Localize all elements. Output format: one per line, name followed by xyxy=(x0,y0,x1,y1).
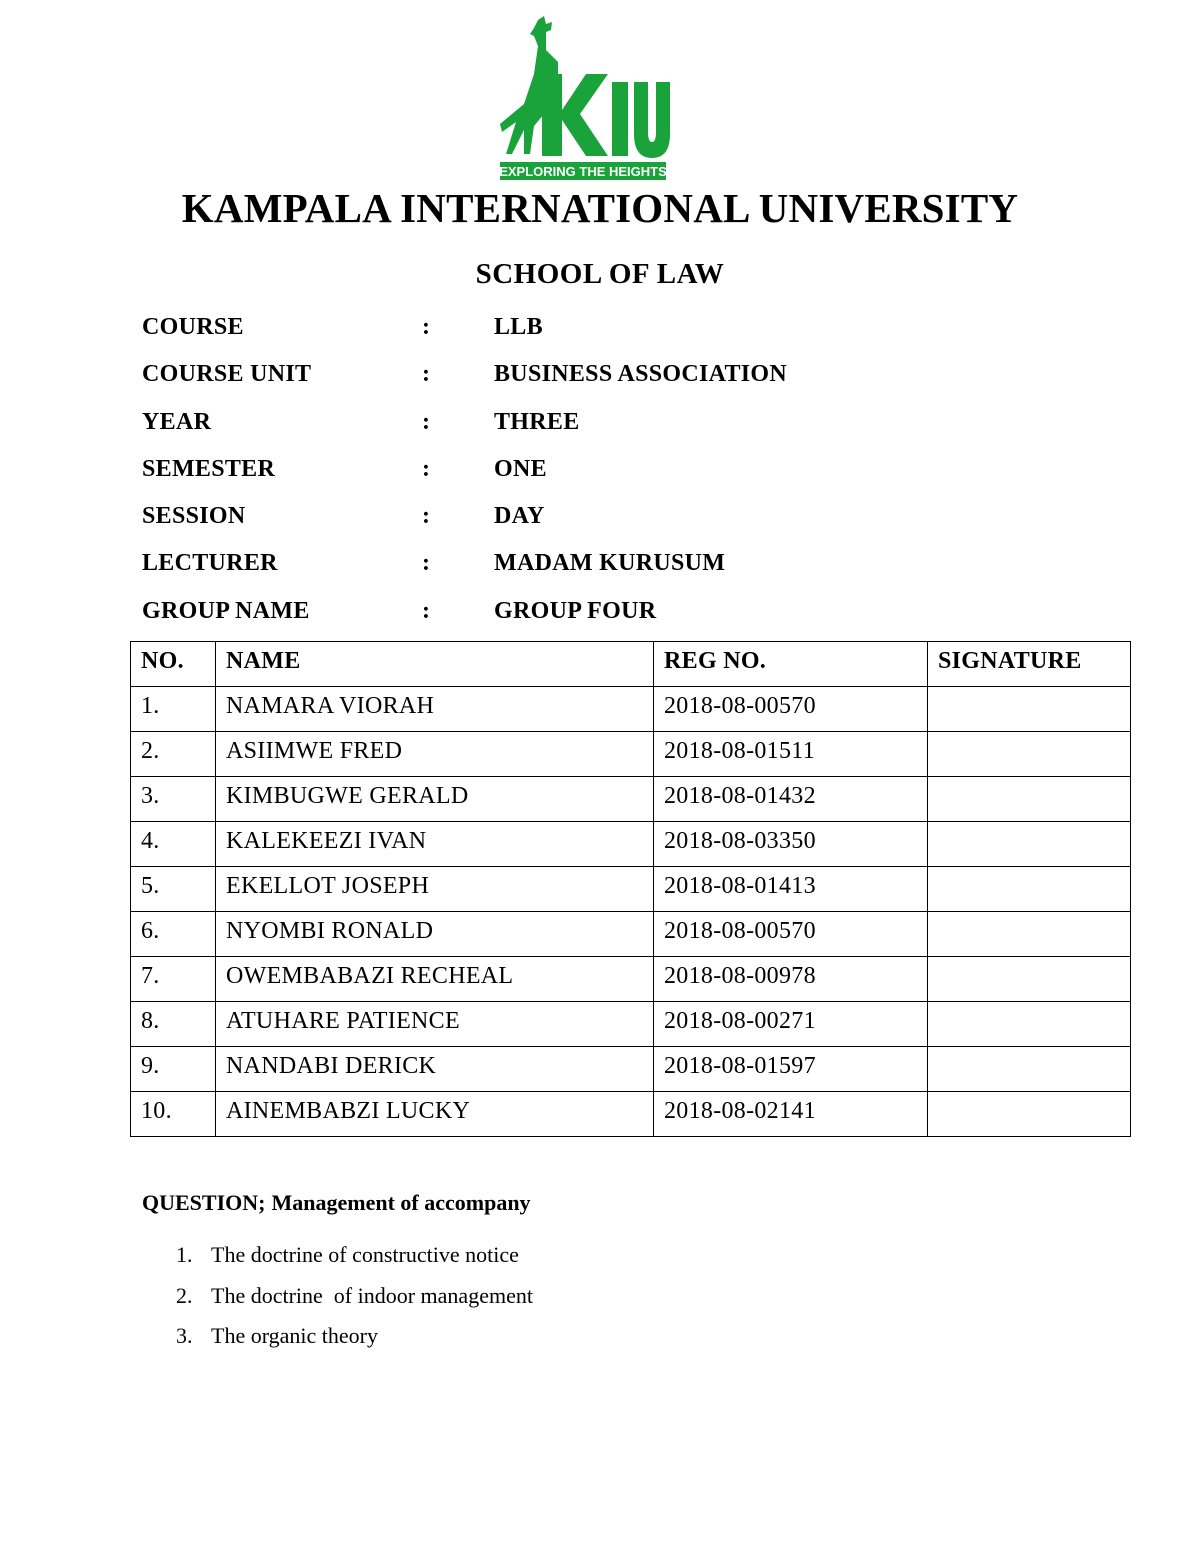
info-colon: : xyxy=(422,503,431,530)
cell-name: NAMARA VIORAH xyxy=(216,687,654,732)
cell-name: EKELLOT JOSEPH xyxy=(216,867,654,912)
table-row xyxy=(131,867,1131,912)
question-list xyxy=(176,1240,533,1362)
cell-name: ATUHARE PATIENCE xyxy=(216,1002,654,1047)
cell-reg-no: 2018-08-00271 xyxy=(654,1002,928,1047)
cell-name: OWEMBABAZI RECHEAL xyxy=(216,957,654,1002)
cell-reg-no: 2018-08-00570 xyxy=(654,687,928,732)
cell-no: 7. xyxy=(131,957,216,1002)
info-colon: : xyxy=(422,455,431,482)
cell-no: 2. xyxy=(131,732,216,777)
cell-reg-no: 2018-08-01511 xyxy=(654,732,928,777)
cell-signature xyxy=(928,732,1131,777)
table-row xyxy=(131,957,1131,1002)
info-label: GROUP NAME xyxy=(142,597,310,624)
cell-signature xyxy=(928,1002,1131,1047)
cell-reg-no: 2018-08-01432 xyxy=(654,777,928,822)
cell-signature xyxy=(928,1092,1131,1137)
cell-name: AINEMBABZI LUCKY xyxy=(216,1092,654,1137)
cell-reg-no: 2018-08-00570 xyxy=(654,912,928,957)
cell-no: 5. xyxy=(131,867,216,912)
cell-name: NANDABI DERICK xyxy=(216,1047,654,1092)
cell-reg-no: 2018-08-01597 xyxy=(654,1047,928,1092)
info-value: GROUP FOUR xyxy=(494,597,657,624)
table-row xyxy=(131,1002,1131,1047)
info-label: SESSION xyxy=(142,503,246,530)
header-no: NO. xyxy=(131,642,216,687)
info-colon: : xyxy=(422,408,431,435)
header-reg-no: REG NO. xyxy=(654,642,928,687)
cell-no: 4. xyxy=(131,822,216,867)
info-value: BUSINESS ASSOCIATION xyxy=(494,361,788,388)
info-label: SEMESTER xyxy=(142,455,276,482)
cell-signature xyxy=(928,822,1131,867)
cell-name: ASIIMWE FRED xyxy=(216,732,654,777)
kiu-logo xyxy=(494,14,670,184)
cell-no: 8. xyxy=(131,1002,216,1047)
cell-signature xyxy=(928,912,1131,957)
cell-name: KALEKEEZI IVAN xyxy=(216,822,654,867)
list-item xyxy=(176,1321,533,1362)
table-row xyxy=(131,1092,1131,1137)
cell-signature xyxy=(928,957,1131,1002)
info-colon: : xyxy=(422,361,431,388)
list-item-text: The organic theory xyxy=(211,1323,378,1348)
cell-no: 6. xyxy=(131,912,216,957)
info-value: MADAM KURUSUM xyxy=(494,550,726,577)
question-text: Management of accompany xyxy=(271,1190,531,1215)
table-row xyxy=(131,777,1131,822)
cell-no: 1. xyxy=(131,687,216,732)
question-heading xyxy=(142,1188,531,1218)
info-colon: : xyxy=(422,314,431,340)
table-row xyxy=(131,912,1131,957)
info-value: DAY xyxy=(494,503,545,530)
members-table xyxy=(130,641,1131,1137)
table-row xyxy=(131,732,1131,777)
info-value: THREE xyxy=(494,408,580,435)
info-label: YEAR xyxy=(142,408,212,435)
header-name: NAME xyxy=(216,642,654,687)
table-row xyxy=(131,687,1131,732)
info-label: COURSE UNIT xyxy=(142,361,312,388)
list-item-text: The doctrine of constructive notice xyxy=(211,1242,519,1267)
table-row xyxy=(131,1047,1131,1092)
cell-name: NYOMBI RONALD xyxy=(216,912,654,957)
university-title: KAMPALA INTERNATIONAL UNIVERSITY xyxy=(181,185,1019,231)
cell-no: 3. xyxy=(131,777,216,822)
cell-no: 10. xyxy=(131,1092,216,1137)
info-label: LECTURER xyxy=(142,550,278,577)
cell-signature xyxy=(928,777,1131,822)
info-value: ONE xyxy=(494,455,547,482)
list-item xyxy=(176,1281,533,1322)
header-signature: SIGNATURE xyxy=(928,642,1131,687)
cell-signature xyxy=(928,687,1131,732)
table-row xyxy=(131,822,1131,867)
info-value: LLB xyxy=(494,314,543,340)
cell-signature xyxy=(928,1047,1131,1092)
info-colon: : xyxy=(422,597,431,624)
logo-tagline: EXPLORING THE HEIGHTS xyxy=(499,164,667,179)
list-item-text: The doctrine of indoor management xyxy=(211,1282,533,1308)
cell-reg-no: 2018-08-01413 xyxy=(654,867,928,912)
list-item-number: 1. xyxy=(176,1242,193,1267)
list-item-number: 3. xyxy=(176,1323,193,1348)
cell-reg-no: 2018-08-03350 xyxy=(654,822,928,867)
cell-reg-no: 2018-08-02141 xyxy=(654,1092,928,1137)
info-colon: : xyxy=(422,550,431,577)
cell-name: KIMBUGWE GERALD xyxy=(216,777,654,822)
school-title: SCHOOL OF LAW xyxy=(475,258,725,290)
table-header-row xyxy=(131,642,1131,687)
list-item xyxy=(176,1240,533,1281)
info-label: COURSE xyxy=(142,314,244,340)
cell-no: 9. xyxy=(131,1047,216,1092)
question-label: QUESTION; xyxy=(142,1190,266,1215)
cell-reg-no: 2018-08-00978 xyxy=(654,957,928,1002)
cell-signature xyxy=(928,867,1131,912)
list-item-number: 2. xyxy=(176,1282,193,1308)
